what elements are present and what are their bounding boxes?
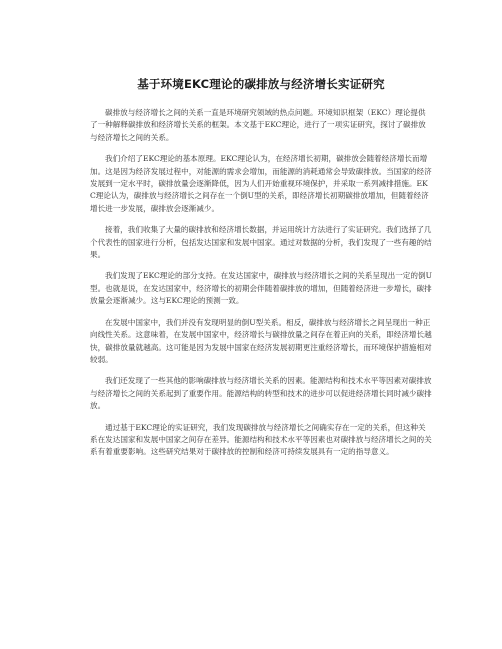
paragraph-intro: 碳排放与经济增长之间的关系一直是环境研究领域的热点问题。环境知识框架（EKC）理论提供了一种解释碳排放和经济增长关系的框架。本文基于EKC理论，进行了一项实证研究，探讨了碳排放与经济增长之间的关系。 xyxy=(90,108,426,142)
paragraph-factors: 我们还发现了一些其他的影响碳排放与经济增长关系的因素。能源结构和技术水平等因素对碳排放与经济增长之间的关系起到了重要作用。能源结构的转型和技术的进步可以促进经济增长同时减少碳排放。 xyxy=(90,376,432,411)
paragraph-theory: 我们介绍了EKC理论的基本原理。EKC理论认为，在经济增长初期，碳排放会随着经济增长而增加。这是因为经济发展过程中，对能源的需求会增加，而能源的消耗通常会导致碳排放。当国家的经济发展到一定水平时，碳排放量会逐渐降低，因为人们开始重视环境保护，并采取一系列减排措施。EKC理论认为，碳排放与经济增长之间存在一个倒U型的关系，即经济增长初期碳排放增加，但随着经济增长进一步发展，碳排放会逐渐减少。 xyxy=(90,154,432,213)
paragraph-conclusion: 通过基于EKC理论的实证研究，我们发现碳排放与经济增长之间确实存在一定的关系，但这种关系在发达国家和发展中国家之间存在差异。能源结构和技术水平等因素也对碳排放与经济增长之间的关系有着重要影响。这些研究结果对于碳排放的控制和经济可持续发展具有一定的指导意义。 xyxy=(90,422,432,457)
document-title: 基于环境EKC理论的碳排放与经济增长实证研究 xyxy=(137,77,385,91)
paragraph-developed: 我们发现了EKC理论的部分支持。在发达国家中，碳排放与经济增长之间的关系呈现出一定的倒U型。也就是说，在发达国家中，经济增长的初期会伴随着碳排放的增加，但随着经济进一步增长，碳排放量会逐渐减少。这与EKC理论的预测一致。 xyxy=(90,271,432,306)
paragraph-data: 接着，我们收集了大量的碳排放和经济增长数据，并运用统计方法进行了实证研究。我们选择了几个代表性的国家进行分析，包括发达国家和发展中国家。通过对数据的分析，我们发现了一些有趣的结果。 xyxy=(90,225,432,260)
paragraph-developing: 在发展中国家中，我们并没有发现明显的倒U型关系。相反，碳排放与经济增长之间呈现出一种正向线性关系。这意味着，在发展中国家中，经济增长与碳排放量之间存在着正向的关系，即经济增长越快，碳排放量就越高。这可能是因为发展中国家在经济发展初期更注重经济增长，而环境保护措施相对较弱。 xyxy=(90,317,432,364)
